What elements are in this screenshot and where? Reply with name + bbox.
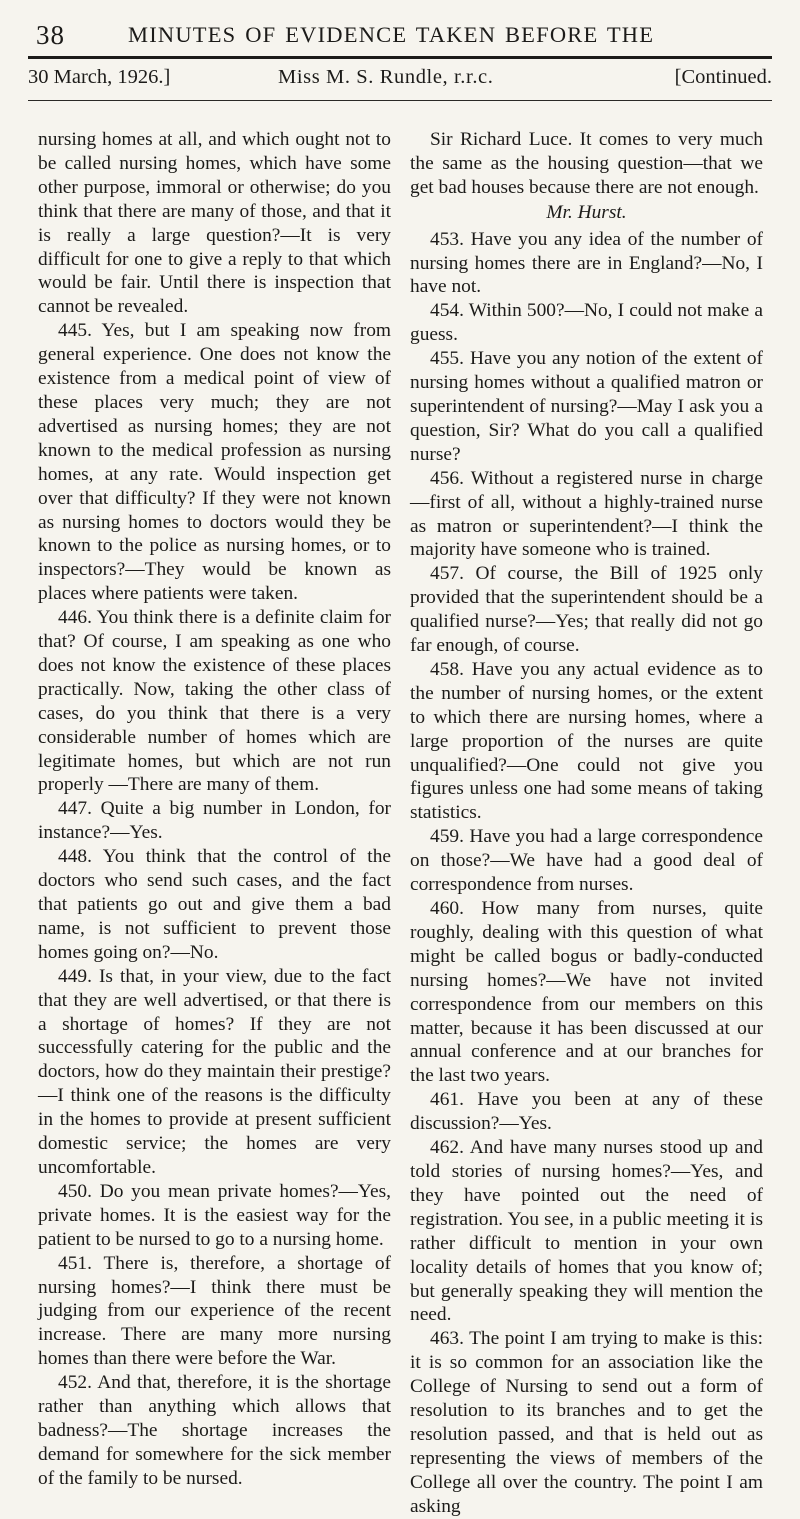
hearing-date: 30 March, 1926.] [28, 66, 171, 88]
paragraph: 457. Of course, the Bill of 1925 only provided that the superintendent should be a qualified nurse?—Yes; that really did not go far enough, of course. [410, 563, 763, 657]
continued-marker: [Continued. [674, 66, 772, 88]
paragraph: 450. Do you mean private homes?—Yes, private homes. It is the easiest way for the patient to be nursed to go to a nursing home. [38, 1180, 391, 1250]
page-number: 38 [36, 20, 65, 50]
paragraph: 451. There is, therefore, a shortage of nursing homes?—I think there must be judging from our experience of the recent increase. There are many more nursing homes than there were before the War. [38, 1252, 391, 1370]
paragraph: 453. Have you any idea of the number of nursing homes there are in England?—No, I have not. [410, 228, 763, 298]
left-column [38, 128, 391, 1491]
speaker-heading: Mr. Hurst. [546, 201, 627, 223]
subheader [28, 66, 772, 100]
paragraph: 460. How many from nurses, quite roughly, dealing with this question of what might be called bogus or badly-conducted nursing homes?—We have not invited correspondence from our members on this matter, because it has been discussed at our annual conference and at our branches for the last two years. [410, 898, 763, 1087]
paragraph: 462. And have many nurses stood up and told stories of nursing homes?—Yes, and they have pointed out the need of registration. You see, in a public meeting it is rather difficult to mention in your own locality details of homes that you know of; but generally speaking they will mention the need. [410, 1137, 763, 1326]
paragraph: 456. Without a registered nurse in charge—first of all, without a highly-trained nurse as matron or superintendent?—I think the majority have someone who is trained. [410, 467, 763, 561]
paragraph: 447. Quite a big number in London, for instance?—Yes. [38, 798, 391, 844]
paragraph: 459. Have you had a large correspondence on those?—We have had a good deal of correspondence from nurses. [410, 826, 763, 896]
paragraph: 463. The point I am trying to make is this: it is so common for an association like the College of Nursing to send out a form of resolution to its branches and to get the resolution passed, and that is held out as representing the views of members of the College all over the country. The point I am asking [410, 1328, 763, 1517]
paragraph: 455. Have you any notion of the extent of nursing homes without a qualified matron or superintendent of nursing?—May I ask you a question, Sir? What do you call a qualified nurse? [410, 348, 763, 465]
running-head [28, 14, 772, 54]
paragraph: nursing homes at all, and which ought not to be called nursing homes, which have some other purpose, immoral or otherwise; do you think that there are many of those, and that it is really a large question?—It is very difficult for one to give a reply to that which would be fair. Until there is inspection that cannot be revealed. [38, 129, 391, 318]
paragraph: Sir Richard Luce. It comes to very much the same as the housing question—that we get bad houses because there are not enough. [410, 129, 763, 198]
paragraph: 452. And that, therefore, it is the shortage rather than anything which allows that badness?—The shortage increases the demand for somewhere for the sick member of the family to be nursed. [38, 1372, 391, 1489]
witness-name: Miss M. S. Rundle, r.r.c. [278, 66, 494, 88]
paragraph: 461. Have you been at any of these discussion?—Yes. [410, 1089, 763, 1135]
paragraph: 454. Within 500?—No, I could not make a guess. [410, 300, 763, 346]
running-title: MINUTES OF EVIDENCE TAKEN BEFORE THE [128, 22, 655, 47]
paragraph: 445. Yes, but I am speaking now from general experience. One does not know the existence from a medical point of view of these places very much; they are not advertised as nursing homes; they are not known to the medical profession as nursing homes, at any rate. Would inspection get over that difficulty? If they were not known as nursing homes to doctors would they be known to the police as nursing homes, or to inspectors?—They would be known as places where patients were taken. [38, 320, 391, 605]
header-rule [28, 56, 772, 59]
paragraph: 448. You think that the control of the doctors who send such cases, and the fact that patients go out and give them a bad name, is not sufficient to prevent those homes going on?—No. [38, 846, 391, 963]
right-column [410, 128, 763, 1519]
paragraph: 458. Have you any actual evidence as to the number of nursing homes, or the extent to which there are nursing homes, where a large proportion of the nurses are quite unqualified?—One could not give you figures unless one had some means of taking statistics. [410, 658, 763, 824]
subheader-rule [28, 100, 772, 101]
paragraph: 449. Is that, in your view, due to the fact that they are well advertised, or that there is a shortage of homes? If they are not successfully catering for the public and the doctors, how do they maintain their prestige?—I think one of the reasons is the difficulty in the homes to provide at present sufficient domestic service; the homes are very uncomfortable. [38, 965, 391, 1178]
paragraph: 446. You think there is a definite claim for that? Of course, I am speaking as one who does not know the existence of these places practically. Now, taking the other class of cases, do you think that there is a very considerable number of homes which are legitimate homes, but which are not run properly —There are many of them. [38, 607, 391, 796]
